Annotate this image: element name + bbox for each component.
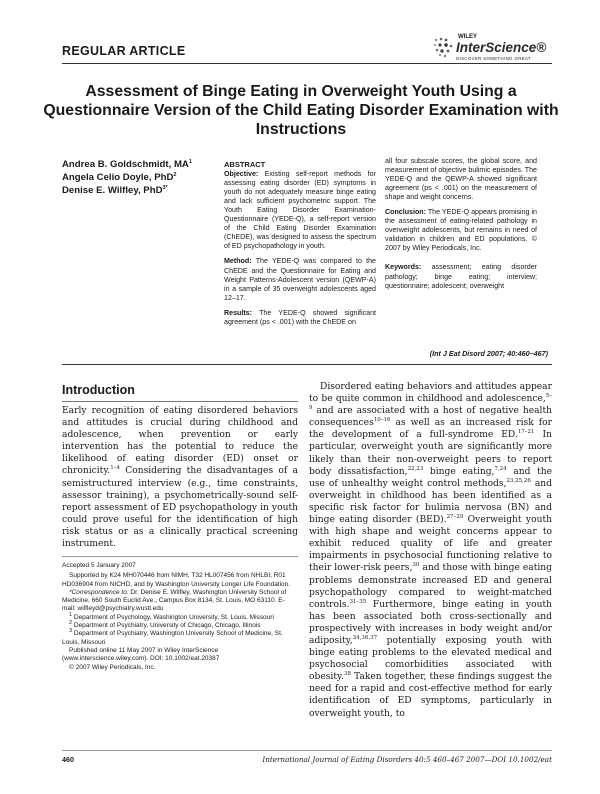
footnote-affiliation: $^3$ Department of Psychiatry, Washington University School of Medicine, St. Louis, Missouri (62, 628, 283, 646)
page-number: 460 (62, 755, 74, 764)
author: Denise E. Wilfley, PhD$^{3*}$ (62, 184, 168, 196)
journal-footer: International Journal of Eating Disorders 40:5 460–467 2007—DOI 10.1002/eat (262, 755, 552, 764)
footer-rule (62, 750, 552, 751)
footnote-copyright: © 2007 Wiley Periodicals, Inc. (69, 663, 156, 671)
footnote-rule (62, 556, 298, 557)
footnote-accepted: Accepted 5 January 2007 (62, 562, 136, 569)
section-heading-introduction: Introduction (62, 383, 135, 397)
article-type-label: REGULAR ARTICLE (62, 44, 186, 58)
header-rule (62, 63, 552, 64)
abstract-results-end: all four subscale scores, the global score, and measurement of objective bulimic episodes. The YEDE-Q and the QEWP-A showed significant agreement (ps < .001) on the measurement of shape and weight concerns. (385, 157, 537, 202)
logo-dots-icon (432, 36, 454, 58)
intro-text: Early recognition of eating disordered behaviors and attitudes is crucial during childhood and adolescence, when prevention or early intervention has the potential to reduce the likelihood of eating disorder (ED) onset or chronicity.$^{1-4}$ Considering the disadvantages of a semistructured interview (e.g., time constraints, assessor training), a psychometrically-sound self-report assessment of ED psychopathology in youth could prove useful for the identification of high risk status or as a clinically practical screening instrument. (62, 406, 298, 550)
abstract-conclusion: Conclusion: The YEDE-Q appears promising in the assessment of eating-related pathology in overweight adolescents, but remains in need of validation in children and ED populations. © 2007 by Wiley Periodicals, Inc. (385, 208, 537, 253)
author: Angela Celio Doyle, PhD$^2$ (62, 171, 177, 183)
footnote-affiliation: $^1$ Department of Psychology, Washington University, St. Louis, Missouri (69, 611, 274, 621)
abstract-bottom-rule (62, 364, 552, 365)
author: Andrea B. Goldschmidt, $MA^1$ (62, 158, 192, 170)
logo-wiley-text: WILEY (458, 34, 477, 40)
abstract-method: Method: The YEDE-Q was compared to the ChEDE and the Questionnaire for Eating and Weight Patterns-Adolescent version (QEWP-A) in a sample of 35 overweight adolescents aged 12–17. (224, 257, 376, 302)
journal-citation: (Int J Eat Disord 2007; 40:460–467) (429, 349, 548, 358)
abstract-results-start: Results: The YEDE-Q showed significant agreement (ps < .001) with the ChEDE on (224, 308, 377, 326)
intro-right-column (309, 381, 552, 720)
publisher-logo (432, 32, 547, 66)
body-paragraph: Disordered eating behaviors and attitudes appear to be quite common in childhood and adolescence,$^{5-9}$ and are associated with a host of negative health consequences$^{10-16}$ as well as an increased risk for the development of a full-syndrome ED.$^{17-21}$ In particular, overweight youth are significantly more likely than their non-overweight peers to report body dissatisfaction,$^{22,23}$ binge eating,$^{7,24}$ and the use of unhealthy weight control methods,$^{23,25,26}$ and overweight in childhood has been identified as a specific risk factor for bulimia nervosa (BN) and binge eating disorder (BED).$^{27-29}$ Overweight youth with high shape and weight concerns appear to exhibit reduced quality of life and greater impairments in psychosocial functioning relative to their lower-risk peers,$^{30}$ and those with binge eating problems demonstrate increased ED and general psychopathology compared to weight-matched controls.$^{31-35}$ Furthermore, binge eating in youth has been associated both cross-sectionally and prospectively with increases in body weight and/or adiposity,$^{34,36,37}$ potentially exposing youth with binge eating problems to the elevated medical and psychosocial comorbidities associated with obesity.$^{38}$ Taken together, these findings suggest the need for a rapid and cost-effective method for early identification of ED symptoms, particularly in overweight youth, to (309, 382, 553, 719)
logo-name: InterScience® (456, 40, 547, 55)
abstract-column-2 (385, 157, 537, 297)
logo-tagline: DISCOVER SOMETHING GREAT (456, 56, 531, 61)
footnote-affiliation: $^2$ Department of Psychiatry, University of Chicago, Chicago, Illinois (69, 619, 261, 630)
footnote-support: Supported by K24 MH070446 from NIMH, T32 HL007456 from NHLBI, R01 HD036904 from NICHD, and by Washington University Longer Life Foundation. (62, 572, 291, 588)
abstract-heading: ABSTRACT (224, 160, 266, 169)
abstract-objective: Objective: Existing self-report methods for assessing eating disorder (ED) symptoms in youth do not adequately measure binge eating and lack sufficient psychometric support. The Youth Eating Disorder Examination-Questionnaire (YEDE-Q), a self-report version of the Child Eating Disorder Examination (ChEDE), was designed to assess the spectrum of ED psychopathology in youth. (224, 170, 376, 251)
section-heading-rule (62, 401, 298, 402)
author-list (62, 158, 192, 197)
footnote-published: Published online 11 May 2007 in Wiley InterScience (www.interscience.wiley.com). DOI: 10.1002/eat.20387 (62, 646, 220, 663)
footnotes (62, 562, 298, 672)
intro-paragraph (62, 405, 298, 550)
abstract-keywords: Keywords: assessment; eating disorder pathology; binge eating; interview; questionnaire; adolescent; overweight (385, 263, 537, 290)
abstract-column-1 (224, 160, 376, 333)
footnote-correspondence: *Correspondence to: Dr. Denise E. Wilfley, Washington University School of Medicine, 660 South Euclid Ave., Campus Box 8134, St. Louis, MO 63110. E-mail: wilfleyd@psychiatry.wustl.edu (62, 588, 287, 613)
article-title: Assessment of Binge Eating in Overweight Youth Using a Questionnaire Version of the Child Eating Disorder Examination with Instructions (43, 83, 559, 138)
